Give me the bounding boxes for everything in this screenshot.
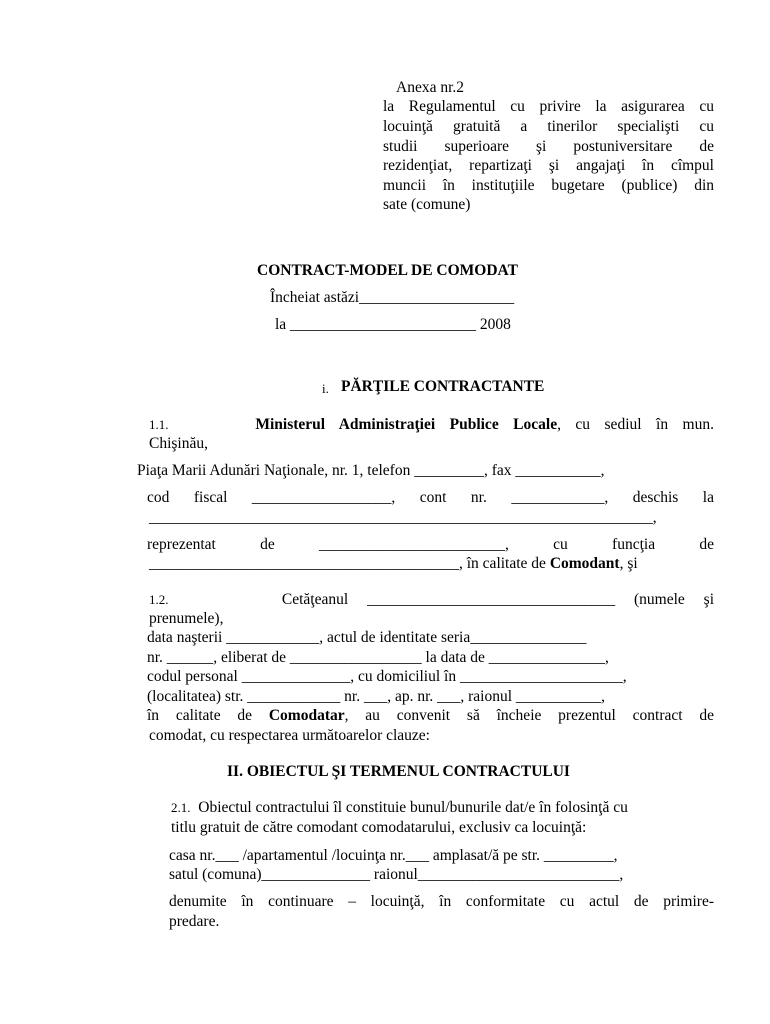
annex-title: Anexa nr.2 (396, 79, 465, 96)
personal-code-line: codul personal ______________, cu domiciliul în _____________________, (147, 668, 627, 685)
representative-line: reprezentat de ________________________, cu funcţia de (147, 536, 714, 553)
comodatar-pre: în calitate de (147, 707, 269, 724)
party-ministry: Ministerul Administraţiei Publice Locale (255, 416, 558, 433)
comodant-label: Comodant (549, 555, 620, 572)
comodant-line (149, 554, 638, 573)
section1-title: PĂRŢILE CONTRACTANTE (341, 378, 545, 395)
annex-line-3: studii superioare şi postuniversitare de (383, 138, 714, 155)
section1-number: i. (322, 381, 329, 396)
bank-line: _________________________________________________________________, (149, 509, 657, 526)
annex-line-6: sate (comune) (383, 196, 471, 213)
street-line: (localitatea) str. ____________ nr. ___, ap. nr. ___, raionul ___________, (147, 688, 606, 705)
concluded-line: Încheiat astăzi____________________ (270, 289, 515, 306)
clause-1-2-line-2: prenumele), (149, 610, 224, 627)
comodatar-label: Comodatar (268, 707, 345, 724)
object-line-1: Obiectul contractului îl constituie bunul/bunurile dat/e în folosinţă cu (198, 799, 628, 816)
annex-line-4: rezidenţiat, repartizaţi şi angajaţi în cîmpul (383, 157, 714, 174)
comodatar-line (147, 706, 714, 725)
annex-line-5: muncii în instituţiile bugetare (publice) din (383, 177, 714, 194)
clause-1-1-line-2: Chişinău, (149, 435, 208, 452)
comodant-role-post: , şi (619, 555, 638, 572)
id-issued-line: nr. ______, eliberat de _________________ la data de _______________, (147, 649, 609, 666)
citizen-name-line: Cetăţeanul ________________________________ (numele şi (281, 591, 715, 608)
clause-1-1-line-1 (149, 415, 714, 434)
object-line-2: titlu gratuit de către comodant comodatarului, exclusiv ca locuinţă: (171, 819, 587, 836)
annex-line-2: locuinţă gratuită a tinerilor specialişti cu (383, 118, 714, 135)
comodant-role-pre: ________________________________________, în calitate de (149, 555, 550, 572)
date-line: la ________________________ 2008 (275, 316, 511, 333)
annex-line-1: la Regulamentul cu privire la asigurarea cu (383, 98, 714, 115)
birth-date-line: data naşterii ____________, actul de identitate seria_______________ (147, 629, 587, 646)
clause-2-1-number: 2.1. (171, 800, 191, 815)
clause-1-1-rest: , cu sediul în mun. (557, 416, 714, 433)
address-line: Piaţa Marii Adunări Naţionale, nr. 1, telefon _________, fax ___________, (137, 462, 605, 479)
clause-1-1-number: 1.1. (149, 417, 169, 432)
predare-line: predare. (169, 913, 220, 930)
clauses-intro-line: comodat, cu respectarea următoarelor clauze: (149, 727, 430, 744)
section2-title: II. OBIECTUL ŞI TERMENUL CONTRACTULUI (227, 763, 570, 780)
denomination-line: denumite în continuare – locuinţă, în conformitate cu actul de primire- (169, 893, 714, 910)
fiscal-line: cod fiscal __________________, cont nr. ____________, deschis la (147, 489, 714, 506)
clause-1-2-line-1 (149, 590, 714, 609)
village-line: satul (comuna)______________ raionul__________________________, (169, 866, 624, 883)
comodatar-post: , au convenit să încheie prezentul contract de (344, 707, 714, 724)
clause-1-2-number: 1.2. (149, 592, 169, 607)
clause-2-1-line-1 (171, 798, 628, 817)
house-line: casa nr.___ /apartamentul /locuinţa nr.___ amplasat/ă pe str. _________, (169, 847, 618, 864)
contract-title: CONTRACT-MODEL DE COMODAT (257, 262, 518, 279)
